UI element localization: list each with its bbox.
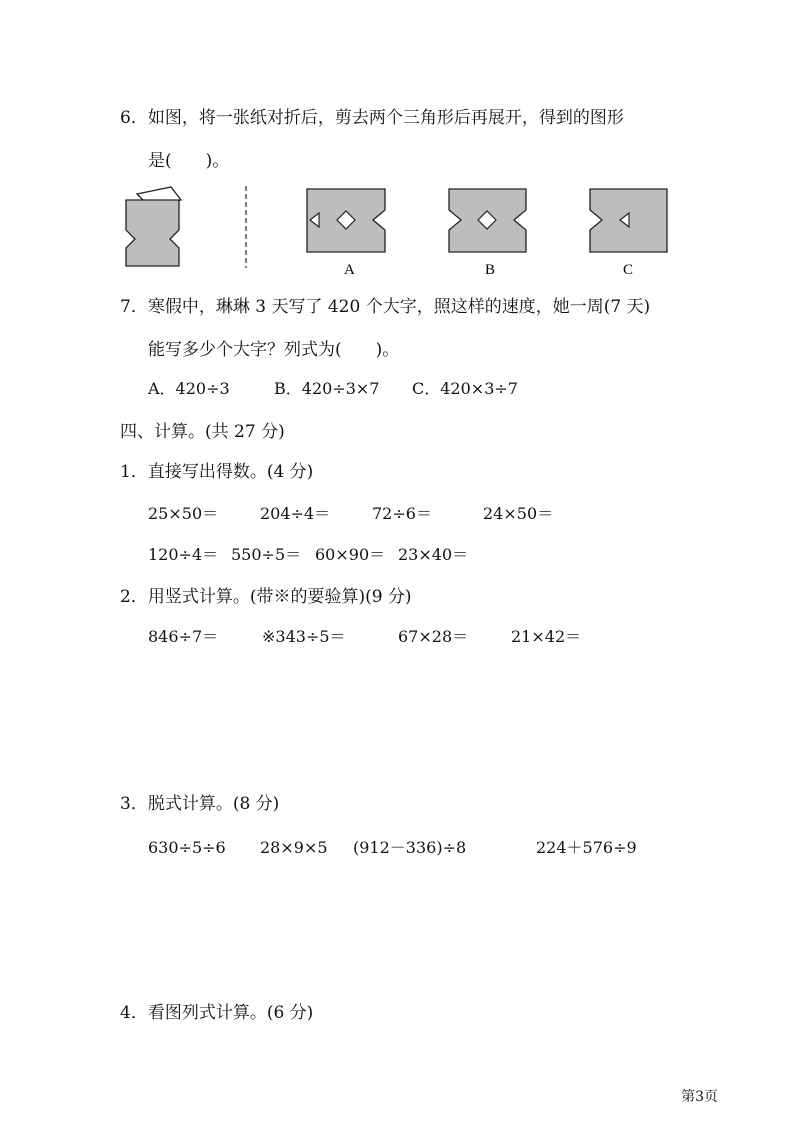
q6-text-line1: 6．如图，将一张纸对折后，剪去两个三角形后再展开，得到的图形: [120, 108, 624, 128]
q6-figures: [0, 0, 794, 300]
part1-r1-item2: 204÷4＝: [260, 504, 331, 523]
part3-item1: 630÷5÷6: [148, 838, 226, 857]
part1-r1-item1: 25×50＝: [148, 504, 219, 523]
option-c-label: C: [623, 262, 634, 278]
part1-r2-item1: 120÷4＝: [148, 545, 219, 564]
option-b-label: B: [485, 262, 496, 278]
part3-title: 3．脱式计算。(8 分): [120, 794, 280, 814]
part2-title: 2．用竖式计算。(带※的要验算)(9 分): [120, 587, 412, 607]
option-b-figure[interactable]: [449, 189, 526, 252]
part1-r1-item4: 24×50＝: [483, 504, 554, 523]
part2-item3: 67×28＝: [398, 627, 469, 646]
q7-text-line2: 能写多少个大字？列式为( )。: [148, 340, 400, 360]
part2-item2: ※343÷5＝: [262, 627, 346, 646]
option-a-figure[interactable]: [307, 189, 385, 252]
part4-title: 4．看图列式计算。(6 分): [120, 1003, 314, 1023]
part3-item4: 224＋576÷9: [536, 838, 637, 857]
part1-r2-item4: 23×40＝: [398, 545, 469, 564]
section4-title: 四、计算。(共 27 分): [120, 422, 285, 442]
option-a-label: A: [344, 262, 355, 278]
part1-r2-item3: 60×90＝: [315, 545, 386, 564]
q7-choice-a[interactable]: A．420÷3: [148, 379, 230, 398]
part1-r2-item2: 550÷5＝: [231, 545, 302, 564]
folded-paper-figure: [126, 187, 181, 266]
q7-choice-c[interactable]: C．420×3÷7: [412, 379, 518, 398]
q6-text-line2: 是( )。: [148, 151, 230, 171]
part2-item1: 846÷7＝: [148, 627, 219, 646]
option-c-figure[interactable]: [590, 189, 667, 252]
q7-text-line1: 7．寒假中，琳琳 3 天写了 420 个大字，照这样的速度，她一周(7 天): [120, 297, 651, 317]
part1-r1-item3: 72÷6＝: [372, 504, 432, 523]
part2-item4: 21×42＝: [511, 627, 582, 646]
page-number: 第3页: [681, 1089, 718, 1105]
part3-item3: (912－336)÷8: [353, 838, 467, 857]
part3-item2: 28×9×5: [260, 838, 328, 857]
q7-choice-b[interactable]: B．420÷3×7: [274, 379, 380, 398]
part1-title: 1．直接写出得数。(4 分): [120, 462, 314, 482]
